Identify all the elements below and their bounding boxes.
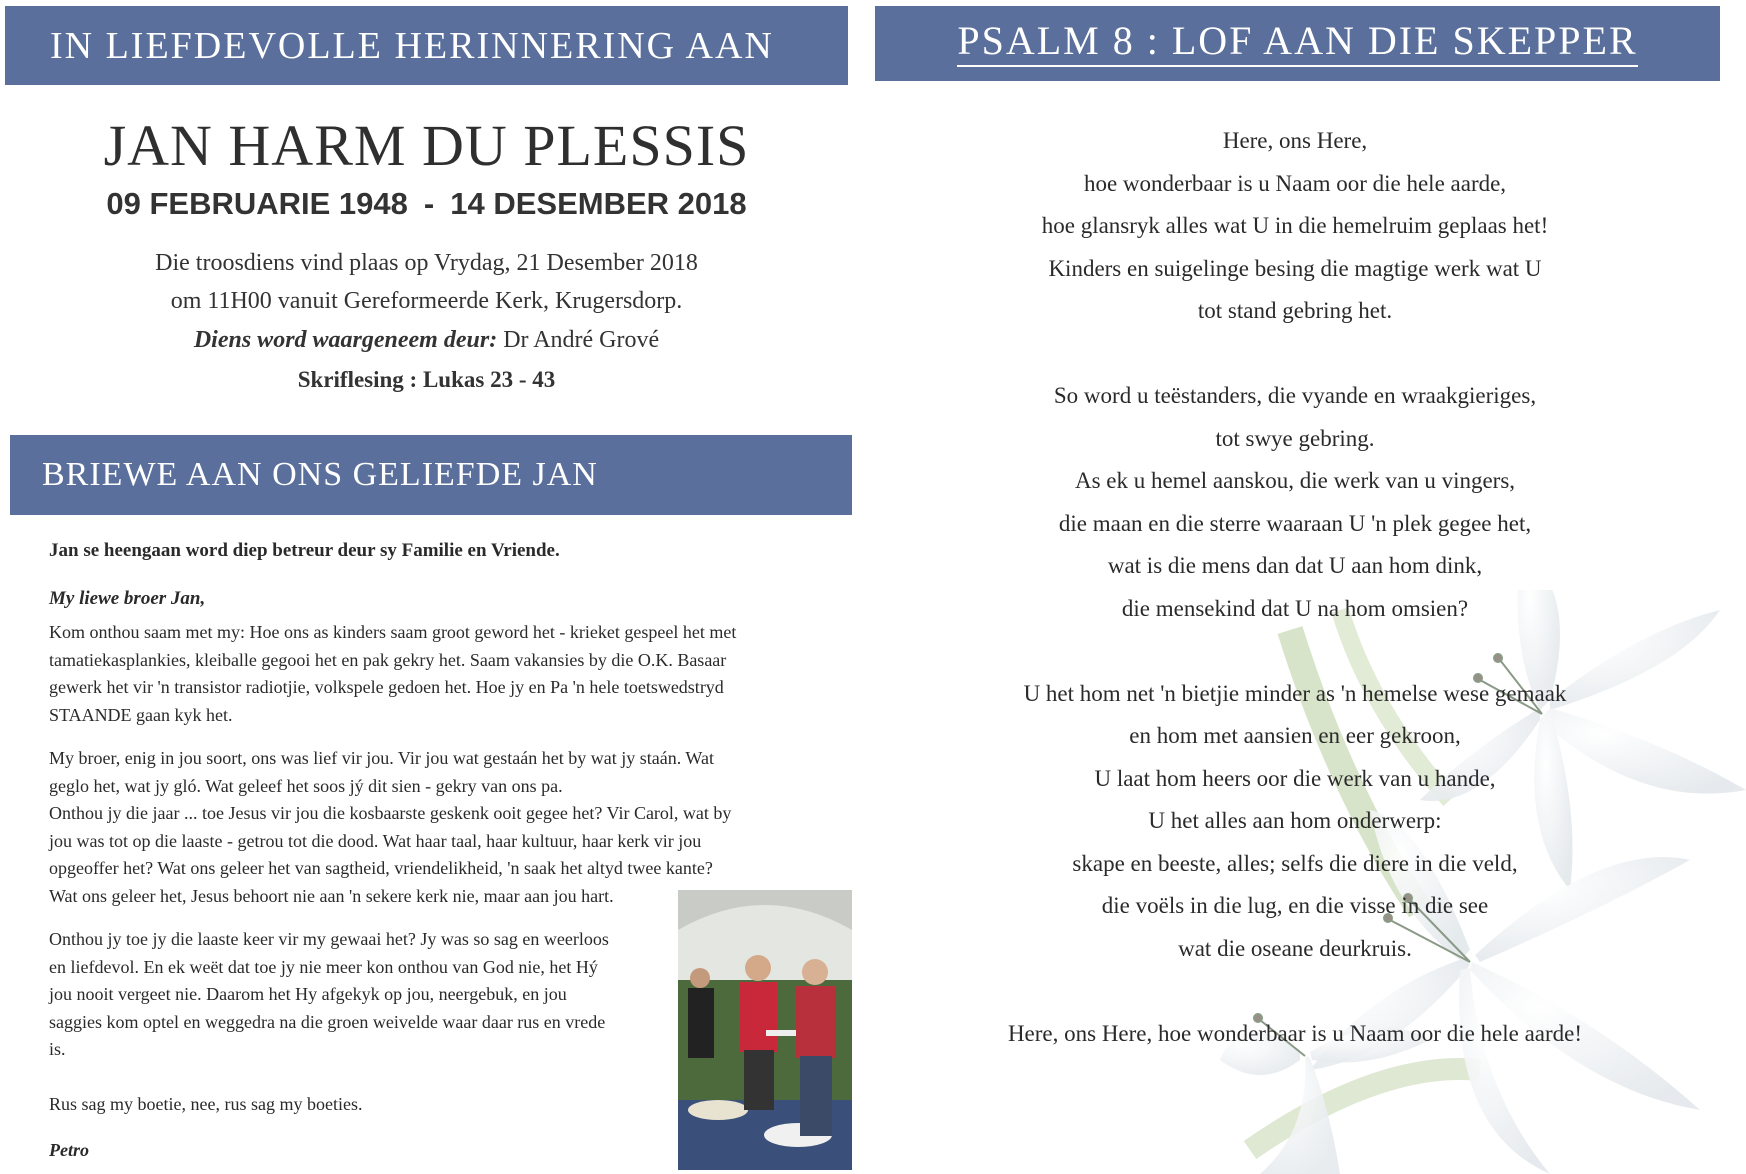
- letter-line: en liefdevol. En ek weët dat toe jy nie meer kon onthou van God nie, het Hý: [49, 956, 598, 977]
- psalm-banner: [875, 6, 1720, 81]
- psalm-line: die maan en die sterre waaraan U 'n plek gegee het,: [1058, 511, 1532, 536]
- deceased-name: JAN HARM DU PLESSIS: [103, 113, 750, 178]
- officiant: [5, 327, 848, 354]
- letter-paragraph-2: [49, 745, 809, 910]
- officiant-name: Dr André Grové: [497, 327, 660, 353]
- letter-line: My broer, enig in jou soort, ons was lief vir jou. Vir jou wat gestaán het by wat jy staán. Wat: [49, 748, 714, 768]
- letter-line: jou nooit vergeet nie. Daarom het Hy afgekyk op jou, neergebuk, en jou: [49, 984, 567, 1004]
- psalm-line: wat die oseane deurkruis.: [1178, 936, 1412, 961]
- letter-paragraph-1: [49, 619, 809, 729]
- psalm-line: As ek u hemel aanskou, die werk van u vingers,: [1074, 468, 1516, 493]
- group-photo-icon: [678, 890, 852, 1170]
- scripture-reading: Skriflesing : Lukas 23 - 43: [297, 367, 556, 392]
- letter-line: tamatiekasplankies, kleiballe gegooi het en pak gekry het. Saam vakansies by die O.K. Basaar: [49, 649, 727, 670]
- psalm-line: die voëls in die lug, en die visse in die see: [1101, 893, 1489, 918]
- birth-date: 09 FEBRUARIE 1948: [106, 186, 408, 221]
- letter-line: STAANDE gaan kyk het.: [49, 704, 233, 725]
- letter-line: Kom onthou saam met my: Hoe ons as kinders saam groot geword het - krieket gespeel het met: [49, 622, 737, 642]
- letter-line: Onthou jy toe jy die laaste keer vir my gewaai het? Jy was so sag en weerloos: [49, 929, 609, 949]
- life-dates: [5, 186, 848, 222]
- death-date: 14 DESEMBER 2018: [450, 186, 747, 221]
- psalm-line: U laat hom heers oor die werk van u hande,: [1094, 766, 1496, 791]
- letters-banner: [10, 435, 852, 515]
- psalm-line: Kinders en suigelinge besing die magtige werk wat U: [1048, 256, 1542, 281]
- service-line-2: om 11H00 vanuit Gereformeerde Kerk, Krugersdorp.: [170, 288, 683, 314]
- psalm-line: hoe wonderbaar is u Naam oor die hele aarde,: [1083, 171, 1507, 196]
- memorial-banner: [5, 6, 848, 85]
- letter-line: is.: [49, 1039, 66, 1059]
- memorial-banner-title: IN LIEFDEVOLLE HERINNERING AAN: [50, 24, 774, 67]
- letter-line: saggies kom optel en weggedra na die groen weivelde waar daar rus en vrede: [49, 1011, 606, 1032]
- psalm-line: tot swye gebring.: [1215, 426, 1375, 451]
- letter-line: Wat ons geleer het, Jesus behoort nie aan 'n sekere kerk nie, maar aan jou hart.: [49, 885, 614, 906]
- psalm-line: Here, ons Here,: [1222, 128, 1368, 153]
- psalm-line: So word u teëstanders, die vyande en wraakgieriges,: [1053, 383, 1537, 408]
- psalm-line: en hom met aansien en eer gekroon,: [1129, 723, 1461, 748]
- letter-salutation: My liewe broer Jan,: [49, 588, 206, 609]
- psalm-line: skape en beeste, alles; selfs die diere in die veld,: [1072, 851, 1518, 876]
- psalm-line: die mensekind dat U na hom omsien?: [1121, 596, 1469, 621]
- psalm-line: wat is die mens dan dat U aan hom dink,: [1107, 553, 1483, 578]
- letter-line: opgeoffer het? Wat ons geleer het van sagtheid, vriendelikheid, 'n saak het altyd twee kante?: [49, 858, 713, 878]
- letters-intro: Jan se heengaan word diep betreur deur sy Familie en Vriende.: [49, 540, 560, 561]
- letter-signature: Petro: [49, 1140, 89, 1160]
- letter-line: Onthou jy die jaar ... toe Jesus vir jou die kosbaarste geskenk ooit gegee het? Vir Carol, wat by: [49, 803, 732, 823]
- service-line-1: Die troosdiens vind plaas op Vrydag, 21 Desember 2018: [155, 250, 698, 276]
- letter-line: gewerk het vir 'n transistor radiotjie, volkspele gedoen het. Hoe jy en Pa 'n hele toetswedstryd: [49, 677, 724, 697]
- letter-paragraph-3: [49, 926, 669, 1064]
- lily-flower-icon: [1220, 590, 1746, 1174]
- date-separator: -: [423, 186, 435, 221]
- letter-closing: Rus sag my boetie, nee, rus sag my boeties.: [49, 1094, 363, 1114]
- psalm-line: hoe glansryk alles wat U in die hemelruim geplaas het!: [1041, 213, 1549, 238]
- officiant-label: Diens word waargeneem deur:: [193, 327, 498, 353]
- psalm-line: Here, ons Here, hoe wonderbaar is u Naam oor die hele aarde!: [1007, 1021, 1583, 1046]
- psalm-line: U het hom net 'n bietjie minder as 'n hemelse wese gemaak: [1023, 681, 1567, 706]
- letter-line: jou was tot op die laaste - getrou tot die dood. Wat haar taal, haar kultuur, haar kerk vir jou: [49, 830, 702, 851]
- letter-line: geglo het, wat jy gló. Wat geleef het soos jý dit sien - gekry van ons pa.: [49, 775, 563, 796]
- letters-banner-title: BRIEWE AAN ONS GELIEFDE JAN: [42, 456, 598, 493]
- psalm-line: U het alles aan hom onderwerp:: [1148, 808, 1442, 833]
- psalm-line: tot stand gebring het.: [1197, 298, 1393, 323]
- psalm-banner-title: PSALM 8 : LOF AAN DIE SKEPPER: [957, 20, 1637, 67]
